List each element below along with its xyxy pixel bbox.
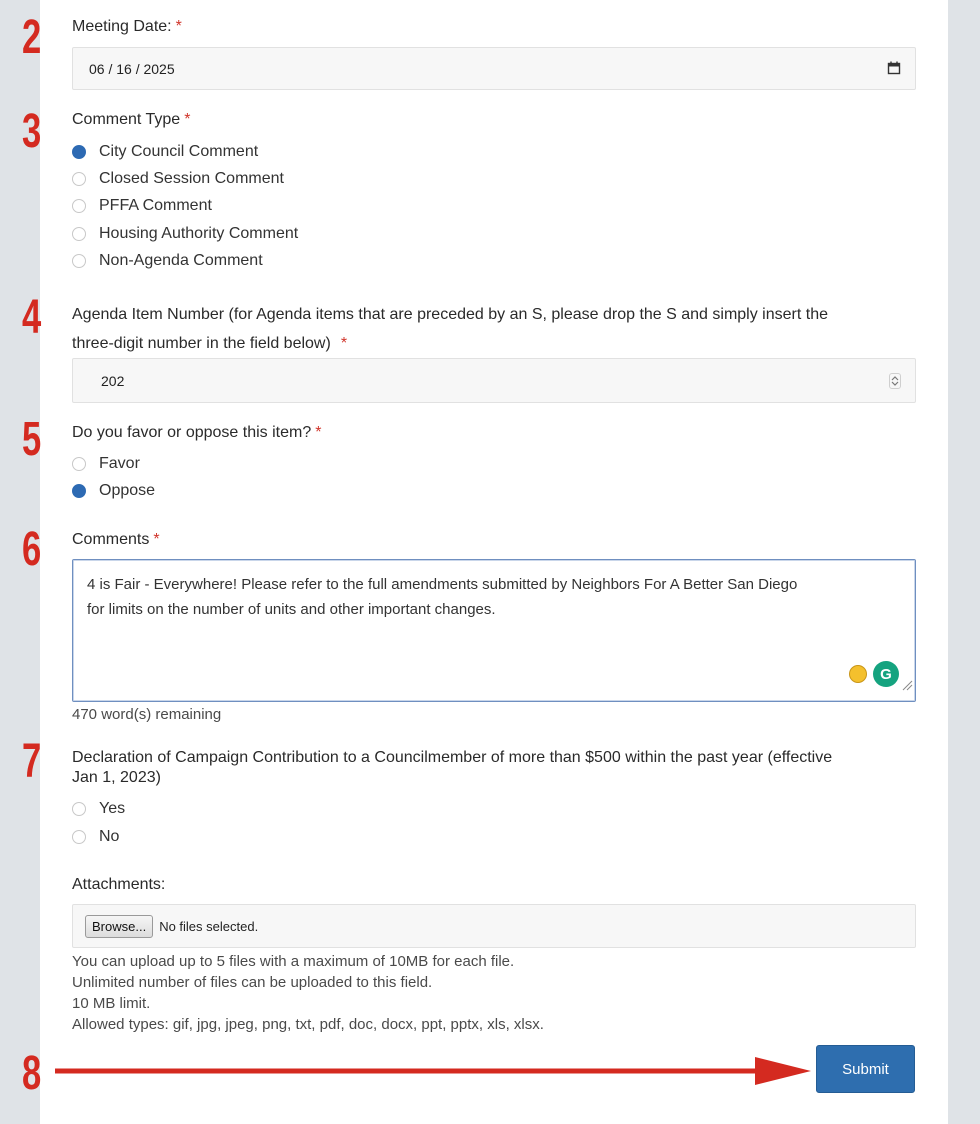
declaration-label: Declaration of Campaign Contribution to a Councilmember of more than $500 within the past year (effective Jan 1, 2023)	[72, 749, 833, 786]
radio-housing-authority-comment[interactable]: Housing Authority Comment	[72, 223, 298, 245]
radio-button[interactable]	[72, 254, 86, 268]
radio-button[interactable]	[72, 227, 86, 241]
radio-favor[interactable]: Favor	[72, 453, 140, 475]
file-upload-field[interactable]	[72, 904, 916, 948]
resize-handle-icon[interactable]	[901, 674, 913, 699]
meeting-date-value: 06 / 16 / 2025	[89, 60, 175, 77]
browse-button[interactable]: Browse...	[85, 915, 153, 938]
comments-text-line: 4 is Fair - Everywhere! Please refer to the full amendments submitted by Neighbors For A Better San Diego	[87, 576, 798, 593]
radio-button[interactable]	[72, 457, 86, 471]
radio-yes[interactable]: Yes	[72, 798, 125, 820]
agenda-item-input[interactable]	[72, 358, 916, 403]
help-line: 10 MB limit.	[72, 995, 151, 1012]
help-line: You can upload up to 5 files with a maximum of 10MB for each file.	[72, 953, 515, 970]
grammarly-icon[interactable]: G	[873, 661, 899, 687]
radio-button[interactable]	[72, 199, 86, 213]
annotation-number: 7	[22, 735, 42, 788]
annotation-arrow	[55, 1054, 815, 1088]
annotation-number: 6	[22, 523, 42, 576]
attachments-help	[72, 951, 544, 1035]
spinner-icon[interactable]	[889, 373, 901, 389]
calendar-icon[interactable]	[887, 61, 901, 75]
radio-button[interactable]	[72, 830, 86, 844]
radio-no[interactable]: No	[72, 826, 119, 848]
annotation-number: 8	[22, 1047, 42, 1100]
favor-oppose-label: Do you favor or oppose this item? *	[72, 424, 322, 441]
agenda-item-label: Agenda Item Number (for Agenda items that are preceded by an S, please drop the S and simply insert the three-digit number in the field below) *	[72, 306, 828, 352]
radio-button[interactable]	[72, 172, 86, 186]
radio-button[interactable]	[72, 145, 86, 159]
agenda-item-value: 202	[101, 372, 125, 389]
help-line: Allowed types: gif, jpg, jpeg, png, txt, pdf, doc, docx, ppt, pptx, xls, xlsx.	[72, 1016, 544, 1033]
no-files-text: No files selected.	[159, 918, 259, 934]
radio-closed-session-comment[interactable]: Closed Session Comment	[72, 168, 284, 190]
radio-pffa-comment[interactable]: PFFA Comment	[72, 195, 212, 217]
emoji-icon[interactable]	[849, 665, 867, 683]
attachments-label: Attachments:	[72, 876, 166, 893]
words-remaining: 470 word(s) remaining	[72, 706, 222, 723]
comments-textarea[interactable]	[72, 559, 916, 702]
meeting-date-input[interactable]	[72, 47, 916, 90]
radio-button[interactable]	[72, 802, 86, 816]
radio-oppose[interactable]: Oppose	[72, 480, 155, 502]
annotation-number: 4	[22, 291, 42, 344]
help-line: Unlimited number of files can be uploaded to this field.	[72, 974, 433, 991]
annotation-number: 5	[22, 413, 42, 466]
radio-button[interactable]	[72, 484, 86, 498]
radio-non-agenda-comment[interactable]: Non-Agenda Comment	[72, 250, 263, 272]
meeting-date-label: Meeting Date: *	[72, 18, 182, 35]
annotation-number: 2	[22, 11, 42, 64]
submit-button[interactable]: Submit	[816, 1045, 915, 1093]
radio-city-council-comment[interactable]: City Council Comment	[72, 141, 258, 163]
comment-type-label: Comment Type *	[72, 111, 191, 128]
annotation-number: 3	[22, 105, 42, 158]
comments-label: Comments *	[72, 531, 160, 548]
comments-text-line: for limits on the number of units and other important changes.	[87, 601, 496, 618]
